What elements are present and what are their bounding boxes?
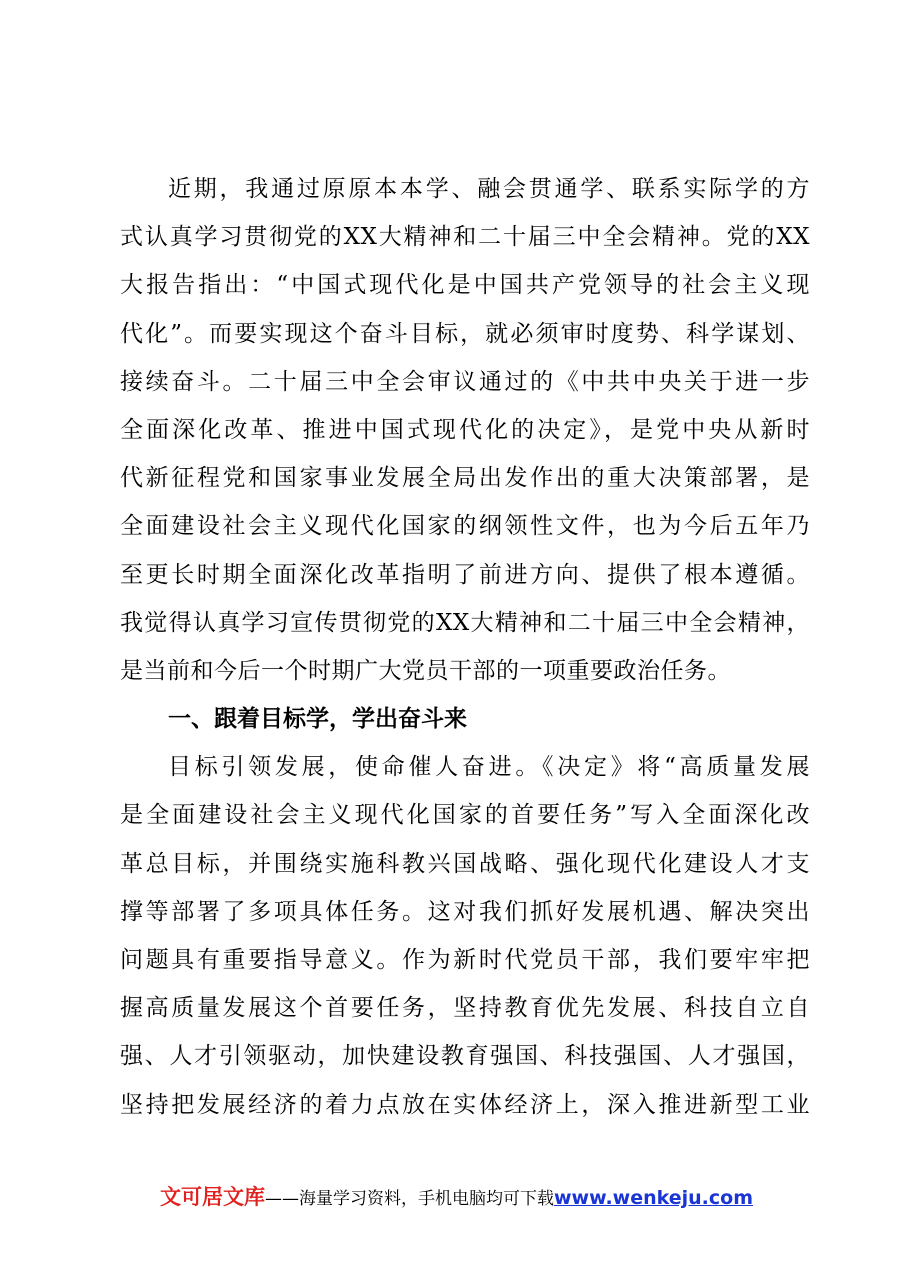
paragraph-line: 近期，我通过原原本本学、融会贯通学、联系实际学的方 (168, 176, 810, 202)
paragraph-line: 革总目标，并围绕实施科教兴国战略、强化现代化建设人才支 (120, 850, 810, 877)
paragraph-line: 代新征程党和国家事业发展全局出发作出的重大决策部署，是 (120, 465, 810, 492)
footer-website-link[interactable]: www.wenkeju.com (554, 1187, 754, 1209)
paragraph-line: 强、人才引领驱动，加快建设教育强国、科技强国、人才强国， (120, 1043, 810, 1070)
paragraph-line: 式认真学习贯彻党的XX大精神和二十届三中全会精神。党的XX (120, 224, 810, 251)
footer-description: 海量学习资料，手机电脑均可下载 (299, 1189, 554, 1209)
footer-dash: —— (265, 1189, 299, 1209)
paragraph-line: 我觉得认真学习宣传贯彻党的XX大精神和二十届三中全会精神， (120, 609, 810, 636)
section-heading: 一、跟着目标学，学出奋斗来 (168, 706, 467, 733)
paragraph-line: 撑等部署了多项具体任务。这对我们抓好发展机遇、解决突出 (120, 898, 810, 925)
paragraph-line: 问题具有重要指导意义。作为新时代党员干部，我们要牢牢把 (120, 947, 810, 973)
footer-banner (160, 1180, 800, 1214)
paragraph-line: 接续奋斗。二十届三中全会审议通过的《中共中央关于进一步 (120, 368, 810, 395)
paragraph-line: 坚持把发展经济的着力点放在实体经济上，深入推进新型工业 (120, 1091, 810, 1118)
paragraph-line: 大报告指出：“中国式现代化是中国共产党领导的社会主义现 (120, 272, 810, 299)
footer-brand: 文可居文库 (160, 1185, 265, 1209)
paragraph-line: 代化”。而要实现这个奋斗目标，就必须审时度势、科学谋划、 (120, 320, 810, 347)
paragraph-line: 是全面建设社会主义现代化国家的首要任务”写入全面深化改 (120, 802, 810, 829)
document-body (120, 165, 810, 1129)
paragraph-line: 至更长时期全面深化改革指明了前进方向、提供了根本遵循。 (120, 561, 810, 588)
paragraph-line: 全面建设社会主义现代化国家的纲领性文件，也为今后五年乃 (120, 513, 810, 540)
paragraph-line: 目标引领发展，使命催人奋进。《决定》将“高质量发展 (168, 754, 810, 781)
paragraph-line: 全面深化改革、推进中国式现代化的决定》，是党中央从新时 (120, 416, 810, 443)
paragraph-line: 是当前和今后一个时期广大党员干部的一项重要政治任务。 (120, 657, 731, 684)
paragraph-line: 握高质量发展这个首要任务，坚持教育优先发展、科技自立自 (120, 995, 810, 1022)
